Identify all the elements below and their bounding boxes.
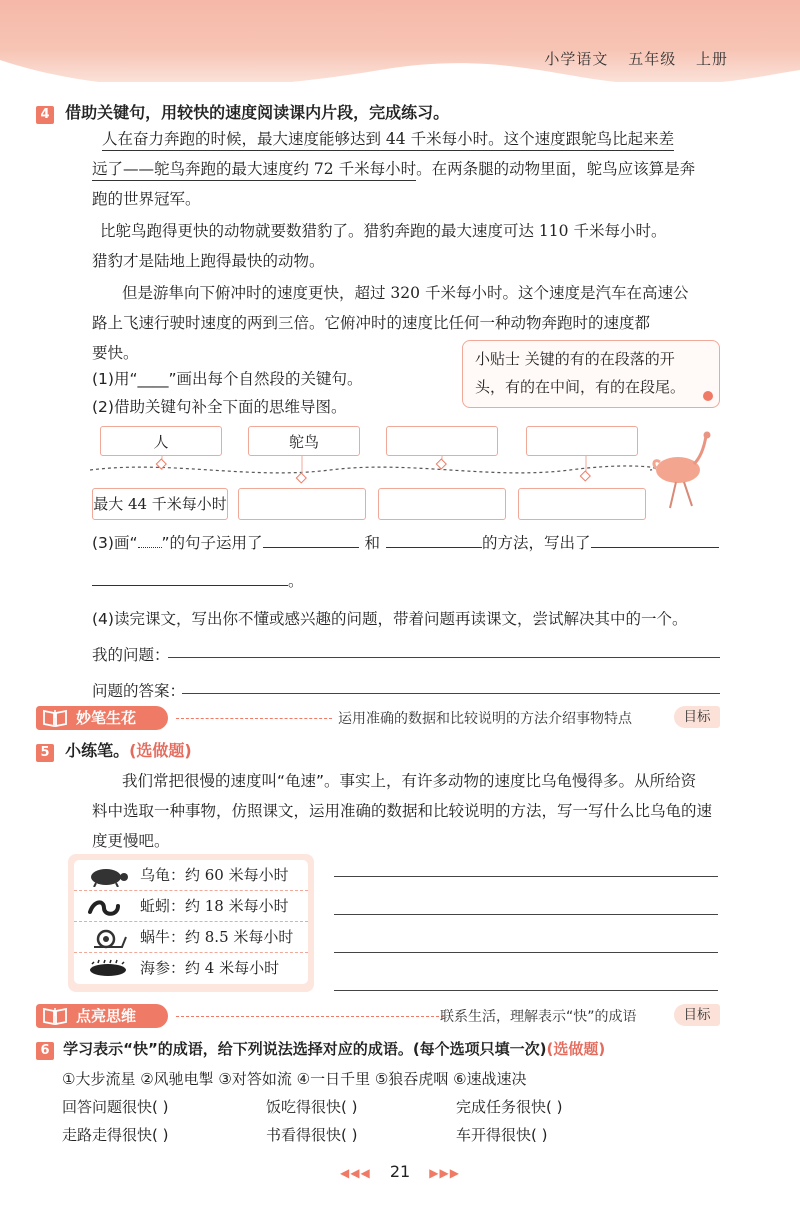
ostrich-icon xyxy=(648,428,718,520)
prev-arrows-icon: ◀◀◀ xyxy=(340,1166,371,1180)
earthworm-icon xyxy=(84,896,132,918)
animal-row: 乌龟：约 60 米每小时 xyxy=(74,860,308,891)
q4-title: 借助关键句，用较快的速度阅读课内片段，完成练习。 xyxy=(65,103,450,122)
my-question-line[interactable] xyxy=(168,657,720,658)
q6-number: 6 xyxy=(36,1042,54,1060)
writing-line[interactable] xyxy=(334,876,718,877)
page-number: 21 xyxy=(389,1162,411,1181)
p3-line1: 但是游隼向下俯冲时的速度更快，超过 320 千米每小时。这个速度是汽车在高速公 xyxy=(122,284,689,302)
q4-sub1: (1)用“____”画出每个自然段的关键句。 xyxy=(92,370,363,388)
map-bottom-2[interactable] xyxy=(238,488,366,520)
p3-line2: 路上飞速行驶时速度的两到三倍。它俯冲时的速度比任何一种动物奔跑时的速度都 xyxy=(92,314,651,332)
q5-number: 5 xyxy=(36,744,54,762)
q6-optional: (选做题) xyxy=(546,1040,606,1058)
answer-line[interactable] xyxy=(182,693,720,694)
section-title: 点亮思维 xyxy=(36,1004,168,1028)
volume: 上册 xyxy=(695,50,728,68)
q4-sub3-cont: 。 xyxy=(92,566,304,596)
map-top-1: 人 xyxy=(100,426,222,456)
tip-line2: 头，有的在中间，有的在段尾。 xyxy=(475,378,686,396)
animal-row: 蜗牛：约 8.5 米每小时 xyxy=(74,922,308,953)
map-bottom-4[interactable] xyxy=(518,488,646,520)
q5-title: 小练笔。 xyxy=(65,741,130,760)
map-top-3[interactable] xyxy=(386,426,498,456)
map-top-4[interactable] xyxy=(526,426,638,456)
q4-sub2: (2)借助关键句补全下面的思维导图。 xyxy=(92,398,347,416)
q6-item[interactable]: 书看得很快( ) xyxy=(266,1126,358,1144)
section-dash xyxy=(176,1016,444,1017)
section-goal-text: 运用准确的数据和比较说明的方法介绍事物特点 xyxy=(338,711,632,727)
blank-method-1[interactable] xyxy=(263,547,359,548)
p1-line2-key: 远了——鸵鸟奔跑的最大速度约 72 千米每小时 xyxy=(92,160,416,181)
section-title: 妙笔生花 xyxy=(36,706,168,730)
writing-line[interactable] xyxy=(334,990,718,991)
q6-item[interactable]: 车开得很快( ) xyxy=(456,1126,548,1144)
wavy-mark xyxy=(138,547,162,548)
q6-item[interactable]: 回答问题很快( ) xyxy=(62,1098,169,1116)
q6-item[interactable]: 饭吃得很快( ) xyxy=(266,1098,358,1116)
tip-line1: 小贴士 关键的有的在段落的开 xyxy=(475,350,675,368)
book-icon xyxy=(42,1007,68,1025)
q4-heading xyxy=(36,100,449,124)
animal-row: 蚯蚓：约 18 米每小时 xyxy=(74,891,308,922)
section-miaobi xyxy=(36,706,720,732)
animal-row: 海参：约 4 米每小时 xyxy=(74,953,308,984)
p1-line2-rest: 。在两条腿的动物里面，鸵鸟应该算是奔 xyxy=(416,160,696,178)
q6-item[interactable]: 走路走得很快( ) xyxy=(62,1126,169,1144)
p1-line1: 人在奋力奔跑的时候，最大速度能够达到 44 千米每小时。这个速度跟鸵鸟比起来差 xyxy=(102,130,674,151)
q4-number: 4 xyxy=(36,106,54,124)
sea-cucumber-icon xyxy=(84,958,132,980)
snail-icon xyxy=(84,927,132,949)
q5-optional: (选做题) xyxy=(129,741,192,760)
map-top-2: 鸵鸟 xyxy=(248,426,360,456)
q5-text: 我们常把很慢的速度叫“龟速”。事实上，有许多动物的速度比乌龟慢得多。从所给资 料中选取一种事物，仿照课文，运用准确的数据和比较说明的方法，写一写什么比乌龟的速 度更慢吧。 xyxy=(92,772,713,850)
map-bottom-3[interactable] xyxy=(378,488,506,520)
q6-heading xyxy=(36,1038,605,1060)
q6-item[interactable]: 完成任务很快( ) xyxy=(456,1098,563,1116)
book-icon xyxy=(42,709,68,727)
next-arrows-icon: ▶▶▶ xyxy=(429,1166,460,1180)
section-dash xyxy=(176,718,332,719)
p1-line3: 跑的世界冠军。 xyxy=(92,190,201,208)
p3-line3: 要快。 xyxy=(92,344,139,362)
my-question-label: 我的问题： xyxy=(92,646,170,664)
grade: 五年级 xyxy=(628,50,677,68)
turtle-icon xyxy=(84,865,132,887)
page-footer xyxy=(0,1162,800,1181)
subject: 小学语文 xyxy=(544,50,609,68)
q4-sub3: (3)画“ ”的句子运用了 和 的方法，写出了 xyxy=(92,528,722,558)
q6-title: 学习表示“快”的成语，给下列说法选择对应的成语。(每个选项只填一次) xyxy=(63,1040,547,1058)
section-dianliang xyxy=(36,1004,720,1030)
section-goal-text: 联系生活，理解表示“快”的成语 xyxy=(440,1009,637,1025)
blank-method-2[interactable] xyxy=(386,547,482,548)
q4-sub4: (4)读完课文，写出你不懂或感兴趣的问题，带着问题再读课文，尝试解决其中的一个。 xyxy=(92,610,688,628)
p2-line2: 猎豹才是陆地上跑得最快的动物。 xyxy=(92,252,325,270)
tip-box xyxy=(462,340,720,408)
p2-line1: 比鸵鸟跑得更快的动物就要数猎豹了。猎豹奔跑的最大速度可达 110 千米每小时。 xyxy=(100,222,667,240)
q5-heading xyxy=(36,738,192,762)
writing-line[interactable] xyxy=(334,952,718,953)
writing-line[interactable] xyxy=(334,914,718,915)
blank-wrote-1[interactable] xyxy=(591,547,719,548)
animal-speed-card xyxy=(68,854,314,992)
tip-dot xyxy=(703,391,713,401)
map-bottom-1: 最大 44 千米每小时 xyxy=(92,488,228,520)
goal-tag: 目标 xyxy=(674,706,720,728)
goal-tag: 目标 xyxy=(674,1004,720,1026)
q6-options: ①大步流星 ②风驰电掣 ③对答如流 ④一日千里 ⑤狼吞虎咽 ⑥速战速决 xyxy=(62,1070,527,1088)
book-info xyxy=(530,48,728,69)
blank-wrote-2[interactable] xyxy=(92,585,288,586)
answer-label: 问题的答案： xyxy=(92,682,186,700)
q4-passage xyxy=(92,124,732,368)
